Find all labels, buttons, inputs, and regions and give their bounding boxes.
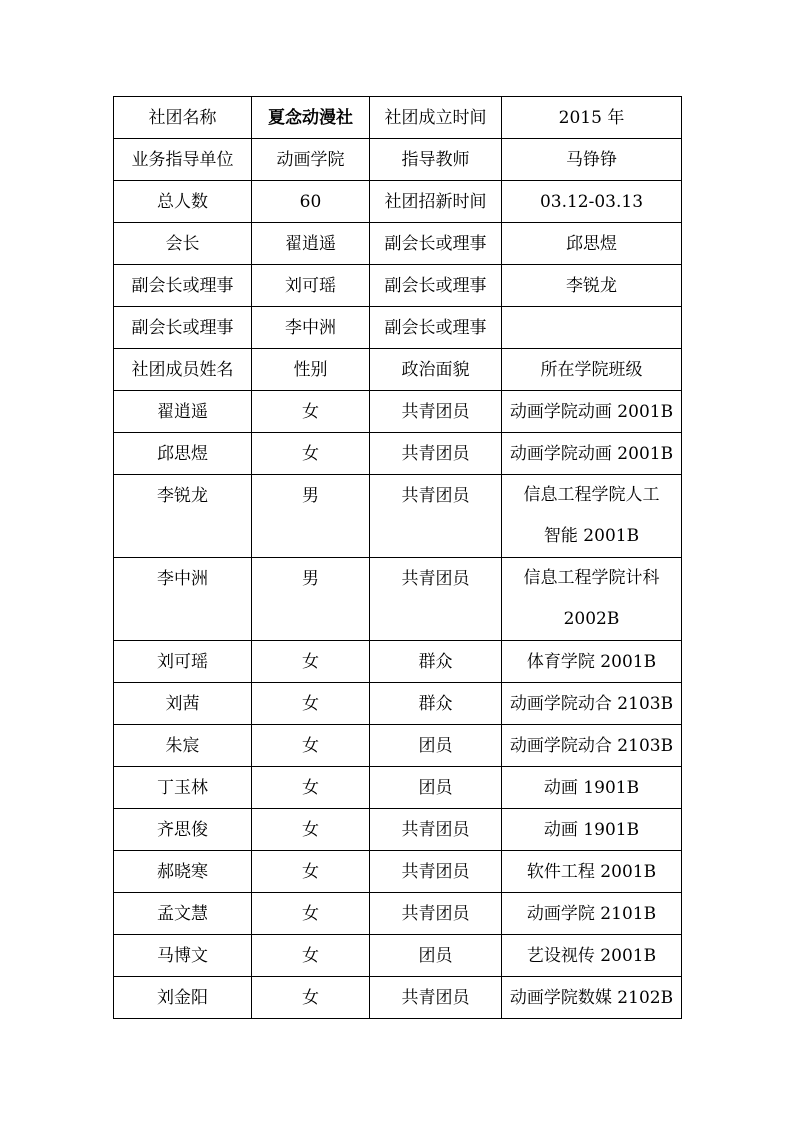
member-political-text: 共青团员 bbox=[401, 819, 470, 840]
member-gender-cell bbox=[252, 893, 370, 935]
member-gender-text: 女 bbox=[302, 735, 319, 756]
member-name-text: 朱宸 bbox=[165, 735, 200, 756]
member-political-cell bbox=[370, 683, 502, 725]
member-political-text: 共青团员 bbox=[401, 861, 470, 882]
member-political-cell bbox=[370, 977, 502, 1019]
member-gender-cell bbox=[252, 641, 370, 683]
member-class-cell: 体育学院 2001B bbox=[502, 641, 682, 683]
member-gender-text: 女 bbox=[302, 987, 319, 1008]
member-name-text: 郝晓寒 bbox=[157, 861, 208, 882]
member-name-text: 邱思煜 bbox=[157, 443, 208, 464]
member-row bbox=[114, 475, 682, 558]
member-political-text: 团员 bbox=[418, 945, 453, 966]
member-gender-cell bbox=[252, 851, 370, 893]
member-row bbox=[114, 767, 682, 809]
member-class-line: 信息工程学院计科 bbox=[523, 568, 660, 588]
member-row bbox=[114, 558, 682, 641]
member-name-text: 李中洲 bbox=[157, 569, 208, 589]
info-label-cell: 业务指导单位 bbox=[114, 139, 252, 181]
member-name-text: 李锐龙 bbox=[157, 486, 208, 506]
member-political-cell bbox=[370, 893, 502, 935]
info-label-cell: 总人数 bbox=[114, 181, 252, 223]
member-political-text: 共青团员 bbox=[401, 401, 470, 422]
member-name-cell bbox=[114, 935, 252, 977]
info-row bbox=[114, 223, 682, 265]
member-political-text: 群众 bbox=[418, 693, 453, 714]
member-class-line: 智能 2001B bbox=[543, 526, 640, 546]
member-gender-text: 男 bbox=[302, 486, 319, 506]
member-political-cell bbox=[370, 935, 502, 977]
member-class-cell: 动画学院动画 2001B bbox=[502, 433, 682, 475]
member-name-cell bbox=[114, 641, 252, 683]
member-name-cell bbox=[114, 725, 252, 767]
member-political-cell bbox=[370, 641, 502, 683]
member-name-text: 马博文 bbox=[157, 945, 208, 966]
member-class-cell: 软件工程 2001B bbox=[502, 851, 682, 893]
member-row bbox=[114, 683, 682, 725]
member-class-cell: 动画学院动合 2103B bbox=[502, 683, 682, 725]
info-label-cell: 社团招新时间 bbox=[370, 181, 502, 223]
member-class-cell: 艺设视传 2001B bbox=[502, 935, 682, 977]
info-row bbox=[114, 97, 682, 139]
member-header-cell: 社团成员姓名 bbox=[114, 349, 252, 391]
member-row bbox=[114, 641, 682, 683]
member-name-cell bbox=[114, 391, 252, 433]
member-name-cell bbox=[114, 977, 252, 1019]
member-gender-text: 女 bbox=[302, 401, 319, 422]
member-name-text: 刘可瑶 bbox=[157, 651, 208, 672]
club-info-table-body bbox=[114, 97, 682, 1019]
member-gender-text: 女 bbox=[302, 651, 319, 672]
info-label-cell: 社团成立时间 bbox=[370, 97, 502, 139]
member-political-text: 共青团员 bbox=[401, 903, 470, 924]
member-gender-cell bbox=[252, 683, 370, 725]
member-row bbox=[114, 893, 682, 935]
member-political-text: 团员 bbox=[418, 735, 453, 756]
member-gender-text: 女 bbox=[302, 819, 319, 840]
info-value-cell: 李中洲 bbox=[252, 307, 370, 349]
info-value-cell: 李锐龙 bbox=[502, 265, 682, 307]
member-gender-text: 女 bbox=[302, 903, 319, 924]
member-gender-text: 女 bbox=[302, 777, 319, 798]
info-label-cell: 社团名称 bbox=[114, 97, 252, 139]
member-gender-cell bbox=[252, 809, 370, 851]
member-political-text: 共青团员 bbox=[401, 443, 470, 464]
info-value-cell: 翟逍遥 bbox=[252, 223, 370, 265]
info-label-cell: 副会长或理事 bbox=[114, 265, 252, 307]
member-gender-text: 女 bbox=[302, 693, 319, 714]
member-political-text: 共青团员 bbox=[401, 987, 470, 1008]
info-value-cell: 马铮铮 bbox=[502, 139, 682, 181]
member-class-line: 信息工程学院人工 bbox=[523, 485, 660, 505]
member-gender-cell bbox=[252, 935, 370, 977]
member-row bbox=[114, 935, 682, 977]
member-gender-cell bbox=[252, 391, 370, 433]
info-label-cell: 会长 bbox=[114, 223, 252, 265]
member-header-cell: 政治面貌 bbox=[370, 349, 502, 391]
member-class-cell: 动画学院动画 2001B bbox=[502, 391, 682, 433]
member-gender-text: 女 bbox=[302, 945, 319, 966]
member-name-text: 孟文慧 bbox=[157, 903, 208, 924]
member-gender-cell bbox=[252, 558, 370, 641]
member-political-cell bbox=[370, 809, 502, 851]
member-class-cell bbox=[502, 558, 682, 641]
info-label-cell: 副会长或理事 bbox=[370, 265, 502, 307]
info-value-cell: 60 bbox=[252, 181, 370, 223]
member-header-cell: 性别 bbox=[252, 349, 370, 391]
member-class-cell: 动画学院 2101B bbox=[502, 893, 682, 935]
member-political-cell bbox=[370, 767, 502, 809]
member-name-cell bbox=[114, 851, 252, 893]
member-class-cell: 动画学院数媒 2102B bbox=[502, 977, 682, 1019]
member-name-cell bbox=[114, 475, 252, 558]
info-value-cell: 夏念动漫社 bbox=[252, 97, 370, 139]
info-label-cell: 副会长或理事 bbox=[370, 223, 502, 265]
info-row bbox=[114, 139, 682, 181]
member-row bbox=[114, 433, 682, 475]
info-label-cell: 指导教师 bbox=[370, 139, 502, 181]
member-row bbox=[114, 391, 682, 433]
info-value-cell: 2015 年 bbox=[502, 97, 682, 139]
member-name-cell bbox=[114, 433, 252, 475]
member-political-cell bbox=[370, 558, 502, 641]
member-gender-cell bbox=[252, 475, 370, 558]
member-name-cell bbox=[114, 893, 252, 935]
info-row bbox=[114, 265, 682, 307]
member-class-cell: 动画 1901B bbox=[502, 767, 682, 809]
member-class-cell: 动画学院动合 2103B bbox=[502, 725, 682, 767]
member-name-cell bbox=[114, 809, 252, 851]
info-row bbox=[114, 307, 682, 349]
member-political-text: 共青团员 bbox=[401, 569, 470, 589]
member-row bbox=[114, 977, 682, 1019]
info-value-cell: 邱思煜 bbox=[502, 223, 682, 265]
member-name-cell bbox=[114, 767, 252, 809]
member-name-cell bbox=[114, 558, 252, 641]
member-header-cell: 所在学院班级 bbox=[502, 349, 682, 391]
club-info-table bbox=[113, 96, 682, 1019]
info-value-cell: 03.12-03.13 bbox=[502, 181, 682, 223]
member-gender-text: 女 bbox=[302, 861, 319, 882]
info-row bbox=[114, 181, 682, 223]
member-gender-cell bbox=[252, 433, 370, 475]
member-gender-text: 女 bbox=[302, 443, 319, 464]
member-header-row bbox=[114, 349, 682, 391]
member-row bbox=[114, 851, 682, 893]
member-political-cell bbox=[370, 725, 502, 767]
member-political-cell bbox=[370, 391, 502, 433]
member-political-text: 共青团员 bbox=[401, 486, 470, 506]
member-name-text: 齐思俊 bbox=[157, 819, 208, 840]
member-political-cell bbox=[370, 433, 502, 475]
member-political-text: 群众 bbox=[418, 651, 453, 672]
info-value-cell bbox=[502, 307, 682, 349]
member-political-cell bbox=[370, 851, 502, 893]
member-gender-cell bbox=[252, 767, 370, 809]
member-name-cell bbox=[114, 683, 252, 725]
member-name-text: 刘茜 bbox=[165, 693, 200, 714]
member-row bbox=[114, 809, 682, 851]
member-political-text: 团员 bbox=[418, 777, 453, 798]
member-gender-cell bbox=[252, 725, 370, 767]
member-gender-cell bbox=[252, 977, 370, 1019]
info-value-cell: 动画学院 bbox=[252, 139, 370, 181]
member-gender-text: 男 bbox=[302, 569, 319, 589]
member-political-cell bbox=[370, 475, 502, 558]
member-class-line: 2002B bbox=[563, 609, 620, 629]
member-class-cell: 动画 1901B bbox=[502, 809, 682, 851]
info-label-cell: 副会长或理事 bbox=[370, 307, 502, 349]
info-value-cell: 刘可瑶 bbox=[252, 265, 370, 307]
member-name-text: 丁玉林 bbox=[157, 777, 208, 798]
member-row bbox=[114, 725, 682, 767]
member-name-text: 翟逍遥 bbox=[157, 401, 208, 422]
info-label-cell: 副会长或理事 bbox=[114, 307, 252, 349]
member-name-text: 刘金阳 bbox=[157, 987, 208, 1008]
member-class-cell bbox=[502, 475, 682, 558]
